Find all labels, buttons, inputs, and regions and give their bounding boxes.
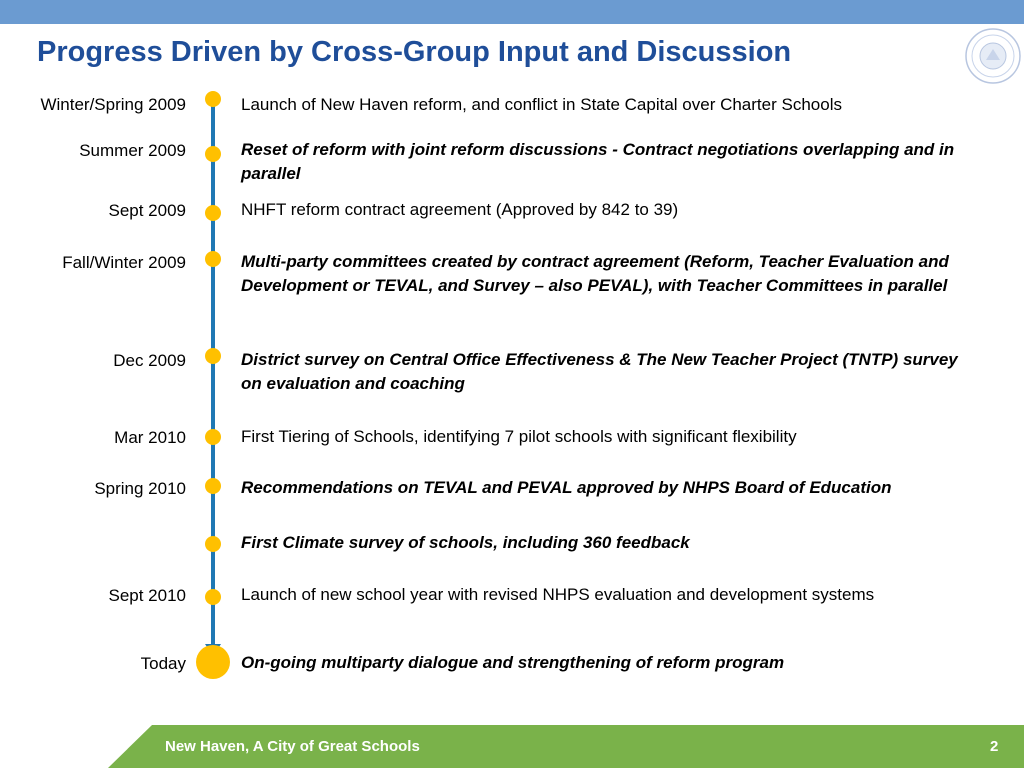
- timeline-dot: [205, 478, 221, 494]
- timeline-line: [211, 100, 215, 648]
- timeline-dot-today: [196, 645, 230, 679]
- timeline-event: Reset of reform with joint reform discussions - Contract negotiations overlapping and in parallel: [241, 140, 955, 183]
- timeline-dot: [205, 536, 221, 552]
- city-seal-icon: [964, 27, 1022, 85]
- timeline-event: First Climate survey of schools, including 360 feedback: [241, 533, 690, 552]
- timeline-event: First Tiering of Schools, identifying 7 pilot schools with significant flexibility: [241, 427, 797, 446]
- timeline-dot: [205, 205, 221, 221]
- timeline-date: Sept 2010: [108, 586, 186, 605]
- timeline-date: Spring 2010: [94, 479, 186, 498]
- timeline-event: Recommendations on TEVAL and PEVAL approved by NHPS Board of Education: [241, 478, 892, 497]
- top-bar: [0, 0, 1024, 24]
- timeline-dot: [205, 429, 221, 445]
- timeline-dot: [205, 146, 221, 162]
- footer-text: New Haven, A City of Great Schools: [165, 738, 420, 755]
- timeline-date: Summer 2009: [79, 141, 186, 160]
- timeline-event: NHFT reform contract agreement (Approved by 842 to 39): [241, 200, 679, 219]
- slide-title: Progress Driven by Cross-Group Input and Discussion: [37, 36, 792, 68]
- timeline-date: Fall/Winter 2009: [62, 253, 186, 272]
- timeline-date: Dec 2009: [113, 351, 186, 370]
- timeline-date: Winter/Spring 2009: [40, 95, 186, 114]
- timeline-dot: [205, 91, 221, 107]
- timeline-dot: [205, 589, 221, 605]
- timeline-date: Today: [140, 654, 186, 673]
- timeline-event: District survey on Central Office Effectiveness & The New Teacher Project (TNTP) survey on evaluation and coaching: [241, 350, 958, 393]
- timeline-event: Multi-party committees created by contract agreement (Reform, Teacher Evaluation and Development or TEVAL, and Survey – also PEVAL), with Teacher Committees in parallel: [241, 252, 949, 295]
- page-number: 2: [990, 738, 999, 755]
- timeline-event: On-going multiparty dialogue and strengthening of reform program: [241, 653, 785, 672]
- timeline-date: Mar 2010: [114, 428, 186, 447]
- timeline-dot: [205, 348, 221, 364]
- timeline-dot: [205, 251, 221, 267]
- timeline-event: Launch of new school year with revised NHPS evaluation and development systems: [241, 585, 875, 604]
- timeline-date: Sept 2009: [108, 201, 186, 220]
- timeline-event: Launch of New Haven reform, and conflict in State Capital over Charter Schools: [241, 95, 842, 114]
